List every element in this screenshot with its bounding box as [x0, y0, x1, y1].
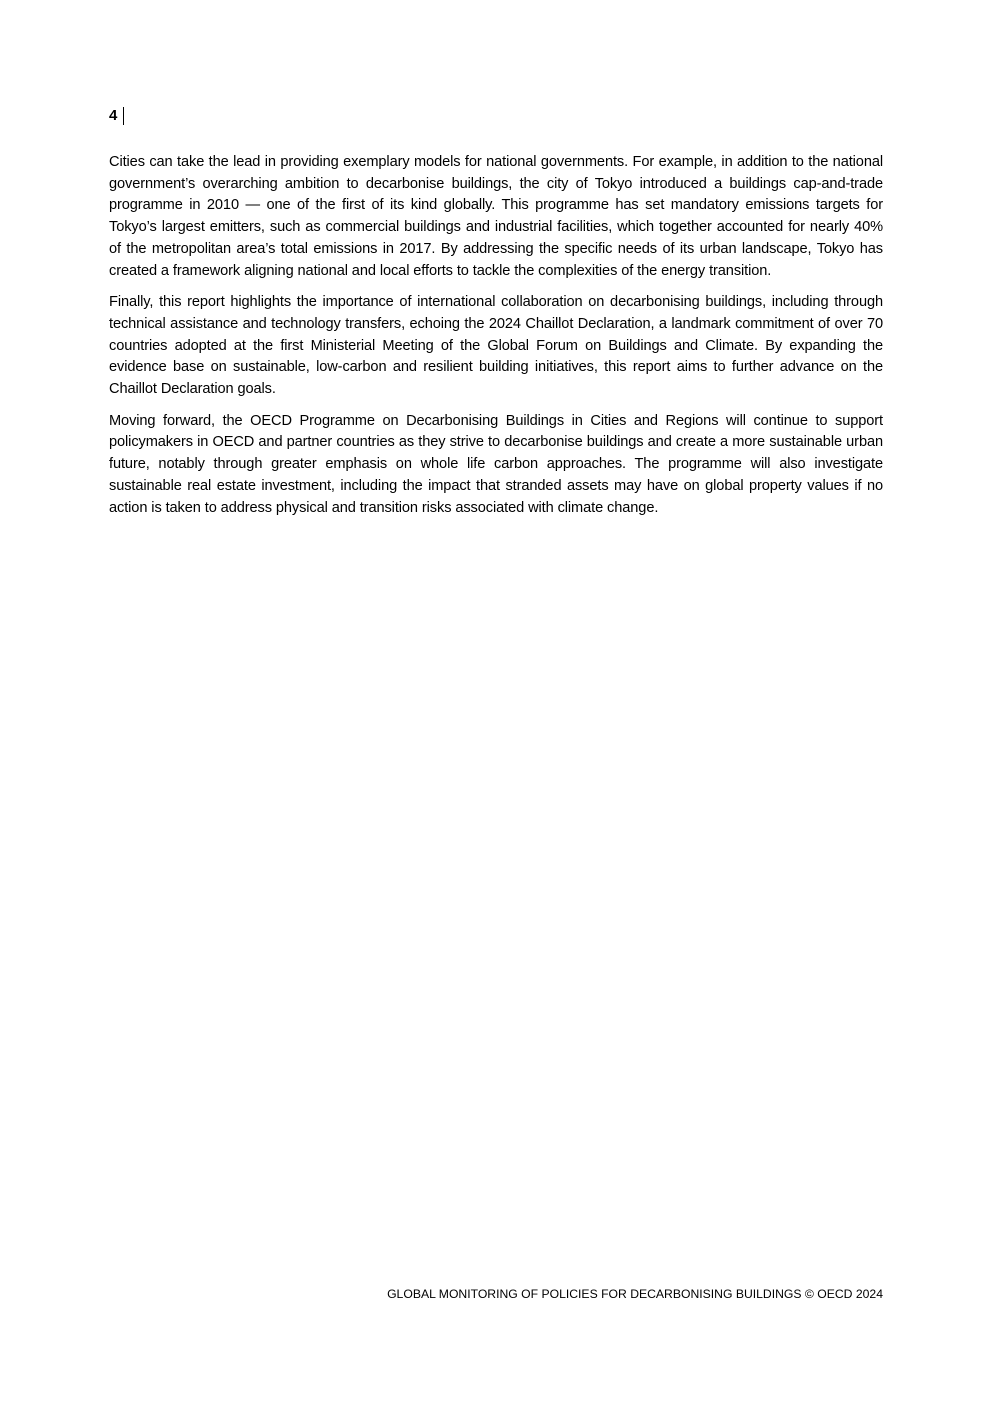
page-header	[109, 106, 124, 126]
paragraph-international-collaboration: Finally, this report highlights the importance of international collaboration on decarbonising buildings, including through technical assistance and technology transfers, echoing the 2024 Chaillot Declaration, a landmark commitment of over 70 countries adopted at the first Ministerial Meeting of the Global Forum on Buildings and Climate. By expanding the evidence base on sustainable, low-carbon and resilient building initiatives, this report aims to further advance on the Chaillot Declaration goals.	[109, 294, 883, 398]
header-divider	[123, 107, 124, 125]
paragraph-tokyo-example: Cities can take the lead in providing exemplary models for national governments. For example, in addition to the national government’s overarching ambition to decarbonise buildings, the city of Tokyo introduced a buildings cap-and-trade programme in 2010 — one of the first of its kind globally. This programme has set mandatory emissions targets for Tokyo’s largest emitters, such as commercial buildings and industrial facilities, which together accounted for nearly 40% of the metropolitan area’s total emissions in 2017. By addressing the specific needs of its urban landscape, Tokyo has created a framework aligning national and local efforts to tackle the complexities of the energy transition.	[109, 154, 883, 279]
paragraph-moving-forward: Moving forward, the OECD Programme on Decarbonising Buildings in Cities and Regions will continue to support policymakers in OECD and partner countries as they strive to decarbonise buildings and create a more sustainable urban future, notably through greater emphasis on whole life carbon approaches. The programme will also investigate sustainable real estate investment, including the impact that stranded assets may have on global property values if no action is taken to address physical and transition risks associated with climate change.	[109, 412, 883, 516]
page-number: 4	[109, 107, 118, 124]
body-text	[109, 152, 883, 529]
page-footer: GLOBAL MONITORING OF POLICIES FOR DECARBONISING BUILDINGS © OECD 2024	[387, 1287, 883, 1301]
